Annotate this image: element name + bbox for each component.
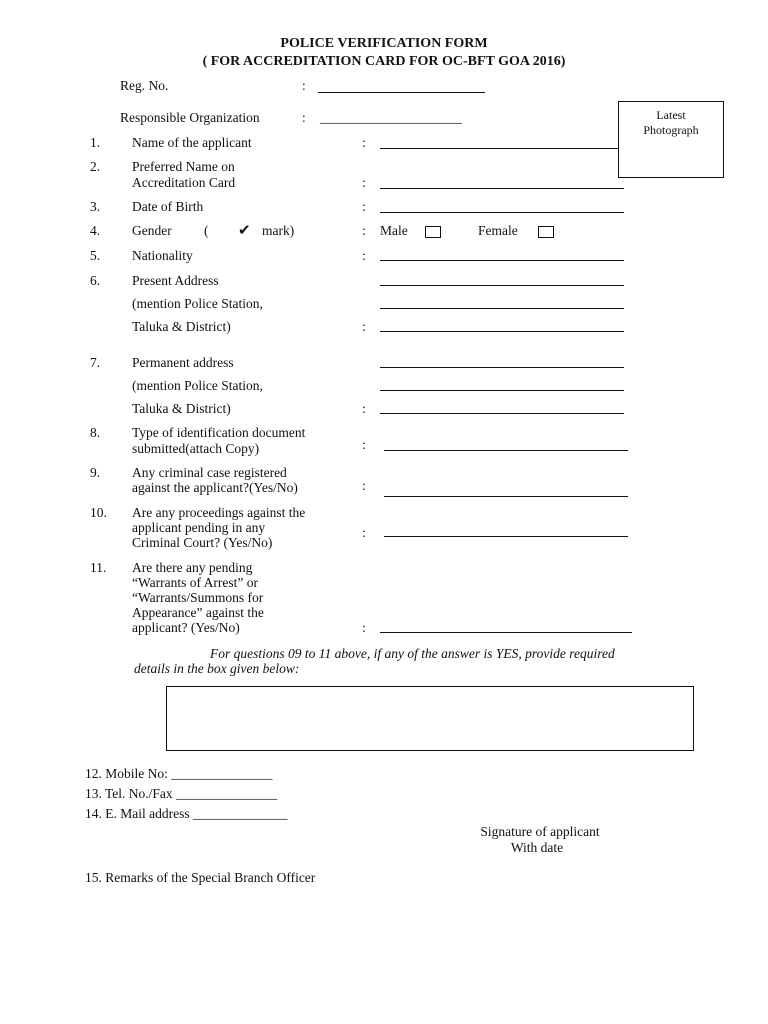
item-1-num: 1. — [90, 135, 101, 150]
item-8-label-line2: submitted(attach Copy) — [132, 441, 260, 456]
mobile-field: 12. Mobile No: _______________ — [85, 766, 273, 781]
item-11-label-line4: Appearance” against the — [132, 605, 264, 620]
gender-female-label: Female — [478, 223, 518, 238]
item-2-label-line1: Preferred Name on — [132, 159, 235, 174]
responsible-org-label: Responsible Organization — [120, 110, 260, 125]
item-9-label-line1: Any criminal case registered — [132, 465, 287, 480]
tel-fax-field: 13. Tel. No./Fax _______________ — [85, 786, 278, 801]
item-11-label-line5: applicant? (Yes/No) — [132, 620, 240, 635]
item-10-num: 10. — [90, 505, 107, 520]
item-10-label-line2: applicant pending in any — [132, 520, 266, 535]
item-6-colon: : — [362, 319, 366, 334]
item-9-num: 9. — [90, 465, 101, 480]
item-1-colon: : — [362, 135, 366, 150]
item-5-label: Nationality — [132, 248, 193, 263]
item-9-field[interactable] — [384, 496, 628, 497]
reg-no-label: Reg. No. — [120, 78, 169, 93]
item-7-label-line3: Taluka & District) — [132, 401, 231, 416]
checkmark-icon: ✔ — [238, 223, 251, 239]
item-11-num: 11. — [90, 560, 107, 575]
photo-label-line2: Photograph — [643, 123, 699, 137]
item-7-field-line3[interactable] — [380, 413, 624, 414]
item-5-field[interactable] — [380, 260, 624, 261]
item-10-label-line3: Criminal Court? (Yes/No) — [132, 535, 273, 550]
item-4-label: Gender — [132, 223, 172, 238]
item-8-colon: : — [362, 437, 366, 452]
item-3-colon: : — [362, 199, 366, 214]
item-10-label-line1: Are any proceedings against the — [132, 505, 306, 520]
item-8-num: 8. — [90, 425, 101, 440]
item-2-num: 2. — [90, 159, 101, 174]
item-8-field[interactable] — [384, 450, 628, 451]
responsible-org-field[interactable]: _____________________ — [320, 110, 462, 125]
remarks-label: 15. Remarks of the Special Branch Officer — [85, 870, 316, 885]
item-6-num: 6. — [90, 273, 101, 288]
signature-label-line1: Signature of applicant — [480, 824, 600, 839]
item-1-field[interactable] — [380, 148, 618, 149]
item-6-field-line1[interactable] — [380, 285, 624, 286]
reg-no-field[interactable] — [318, 92, 485, 93]
item-6-label-line3: Taluka & District) — [132, 319, 231, 334]
gender-open-paren: ( — [204, 223, 209, 238]
item-6-label-line1: Present Address — [132, 273, 219, 288]
item-11-label-line1: Are there any pending — [132, 560, 253, 575]
details-box[interactable] — [166, 686, 694, 751]
note-line2: details in the box given below: — [134, 661, 300, 676]
gender-male-checkbox[interactable] — [425, 226, 441, 238]
item-9-label-line2: against the applicant?(Yes/No) — [132, 480, 298, 495]
note-line1: For questions 09 to 11 above, if any of the answer is YES, provide required — [210, 646, 615, 661]
item-7-field-line2[interactable] — [380, 390, 624, 391]
item-11-label-line2: “Warrants of Arrest” or — [132, 575, 258, 590]
email-field: 14. E. Mail address ______________ — [85, 806, 288, 821]
item-4-colon: : — [362, 223, 366, 238]
item-2-colon: : — [362, 175, 366, 190]
item-3-label: Date of Birth — [132, 199, 204, 214]
reg-no-colon: : — [302, 78, 306, 93]
item-3-field[interactable] — [380, 212, 624, 213]
item-8-label-line1: Type of identification document — [132, 425, 306, 440]
gender-female-checkbox[interactable] — [538, 226, 554, 238]
item-1-label: Name of the applicant — [132, 135, 252, 150]
form-subtitle: ( FOR ACCREDITATION CARD FOR OC-BFT GOA 2016) — [202, 54, 566, 69]
form-title: POLICE VERIFICATION FORM — [280, 36, 488, 51]
item-6-field-line3[interactable] — [380, 331, 624, 332]
responsible-org-colon: : — [302, 110, 306, 125]
item-11-field[interactable] — [380, 632, 632, 633]
photo-box — [618, 101, 724, 178]
photo-label-line1: Latest — [656, 108, 686, 122]
gender-mark-text: mark) — [262, 223, 295, 238]
item-7-label-line1: Permanent address — [132, 355, 234, 370]
item-5-colon: : — [362, 248, 366, 263]
gender-male-label: Male — [380, 223, 408, 238]
item-9-colon: : — [362, 478, 366, 493]
item-6-field-line2[interactable] — [380, 308, 624, 309]
item-2-field[interactable] — [380, 188, 624, 189]
item-10-colon: : — [362, 525, 366, 540]
item-2-label-line2: Accreditation Card — [132, 175, 236, 190]
item-5-num: 5. — [90, 248, 101, 263]
item-11-colon: : — [362, 620, 366, 635]
item-11-label-line3: “Warrants/Summons for — [132, 590, 264, 605]
item-3-num: 3. — [90, 199, 101, 214]
item-4-num: 4. — [90, 223, 101, 238]
item-6-label-line2: (mention Police Station, — [132, 296, 263, 311]
item-10-field[interactable] — [384, 536, 628, 537]
item-7-num: 7. — [90, 355, 101, 370]
signature-label-line2: With date — [510, 840, 564, 855]
item-7-label-line2: (mention Police Station, — [132, 378, 263, 393]
item-7-colon: : — [362, 401, 366, 416]
item-7-field-line1[interactable] — [380, 367, 624, 368]
